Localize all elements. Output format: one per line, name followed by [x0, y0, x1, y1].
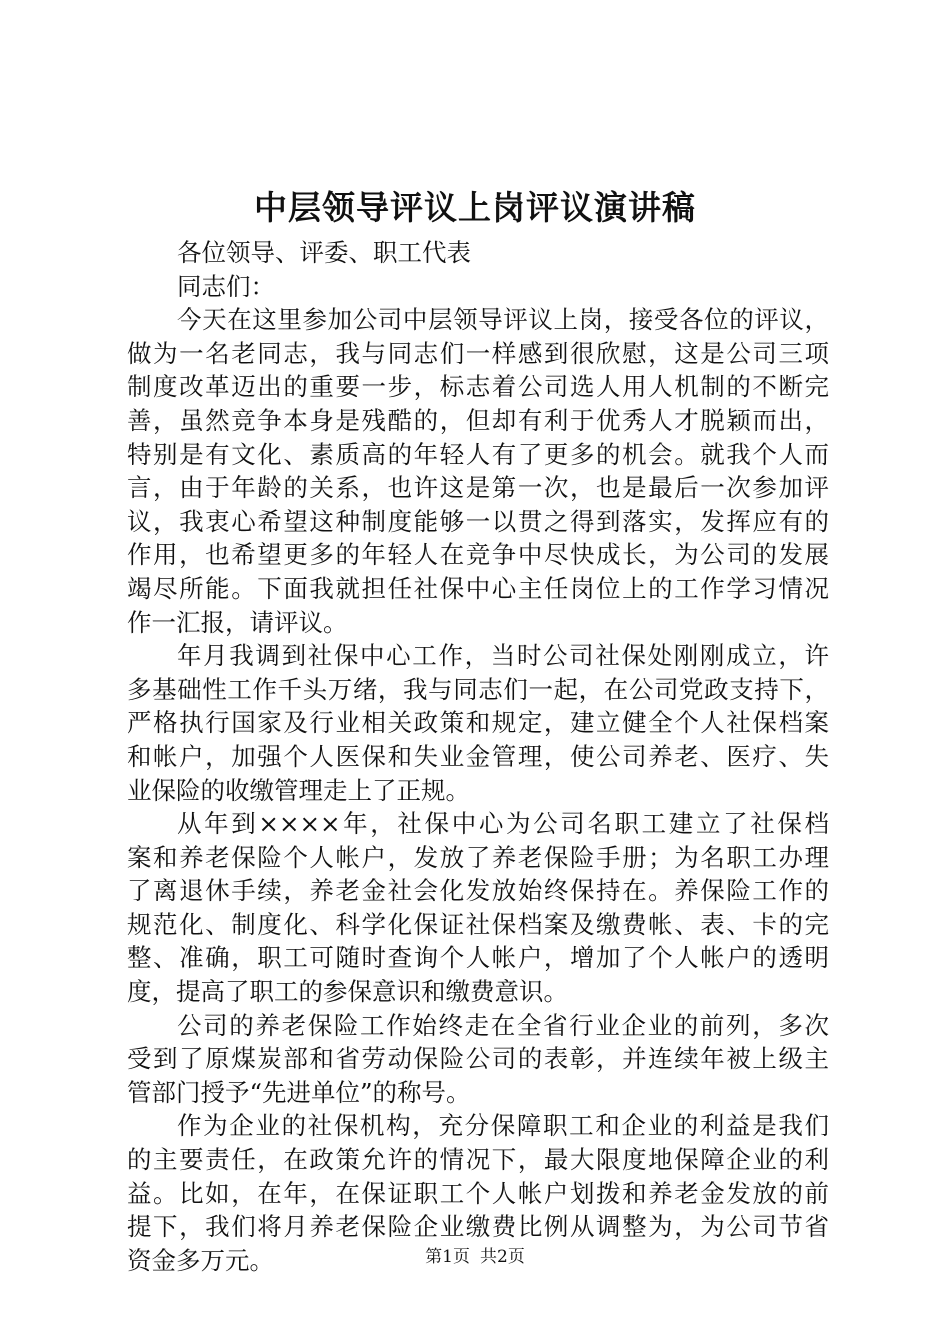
text-line: 议，我衷心希望这种制度能够一以贯之得到落实，发挥应有的 [127, 506, 829, 536]
text-line: 益。比如，在年，在保证职工个人帐户划拨和养老金发放的前 [127, 1178, 829, 1208]
document-body [127, 236, 829, 1277]
text-line: 今天在这里参加公司中层领导评议上岗，接受各位的评议， [177, 305, 829, 335]
text-line: 案和养老保险个人帐户，发放了养老保险手册；为名职工办理 [127, 842, 829, 872]
text-line: 业保险的收缴管理走上了正规。 [127, 775, 470, 805]
text-line: 度，提高了职工的参保意识和缴费意识。 [127, 977, 568, 1007]
text-line: 善，虽然竞争本身是残酷的，但却有利于优秀人才脱颖而出， [127, 405, 829, 435]
paragraph [127, 303, 829, 639]
text-line: 资金多万元。 [127, 1245, 274, 1275]
paragraph [127, 1009, 829, 1110]
text-line: 作一汇报，请评议。 [127, 607, 348, 637]
text-line: 制度改革迈出的重要一步，标志着公司选人用人机制的不断完 [127, 372, 829, 402]
text-line: 言，由于年龄的关系，也许这是第一次，也是最后一次参加评 [127, 473, 829, 503]
paragraph [127, 639, 829, 807]
text-line: 年月我调到社保中心工作，当时公司社保处刚刚成立，许 [177, 641, 829, 671]
text-line: 的主要责任，在政策允许的情况下，最大限度地保障企业的利 [127, 1145, 829, 1175]
document-title: 中层领导评议上岗评议演讲稿 [254, 188, 696, 227]
text-line: 从年到××××年，社保中心为公司名职工建立了社保档 [177, 809, 829, 839]
text-line: 多基础性工作千头万绪，我与同志们一起，在公司党政支持下， [127, 674, 829, 704]
page-footer [0, 1245, 950, 1269]
text-line: 整、准确，职工可随时查询个人帐户，增加了个人帐户的透明 [127, 943, 829, 973]
page-total: 共2页 [480, 1247, 525, 1267]
text-line: 和帐户，加强个人医保和失业金管理，使公司养老、医疗、失 [127, 741, 829, 771]
text-line: 管部门授予“先进单位”的称号。 [127, 1077, 471, 1107]
paragraph [127, 807, 829, 1009]
text-line: 作用，也希望更多的年轻人在竞争中尽快成长，为公司的发展 [127, 540, 829, 570]
text-line: 公司的养老保险工作始终走在全省行业企业的前列，多次 [177, 1010, 829, 1040]
text-line: 了离退休手续，养老金社会化发放始终保持在。养保险工作的 [127, 876, 829, 906]
text-line: 竭尽所能。下面我就担任社保中心主任岗位上的工作学习情况 [127, 573, 829, 603]
salutation-line: 同志们： [177, 271, 275, 301]
text-line: 做为一名老同志，我与同志们一样感到很欣慰，这是公司三项 [127, 338, 829, 368]
text-line: 受到了原煤炭部和省劳动保险公司的表彰，并连续年被上级主 [127, 1044, 829, 1074]
text-line: 规范化、制度化、科学化保证社保档案及缴费帐、表、卡的完 [127, 909, 829, 939]
page-number: 第1页 [425, 1247, 470, 1267]
text-line: 特别是有文化、素质高的年轻人有了更多的机会。就我个人而 [127, 439, 829, 469]
text-line: 提下，我们将月养老保险企业缴费比例从调整为，为公司节省 [127, 1212, 829, 1242]
text-line: 严格执行国家及行业相关政策和规定，建立健全个人社保档案 [127, 708, 829, 738]
salutation-line: 各位领导、评委、职工代表 [177, 238, 471, 267]
text-line: 作为企业的社保机构，充分保障职工和企业的利益是我们 [177, 1111, 829, 1141]
